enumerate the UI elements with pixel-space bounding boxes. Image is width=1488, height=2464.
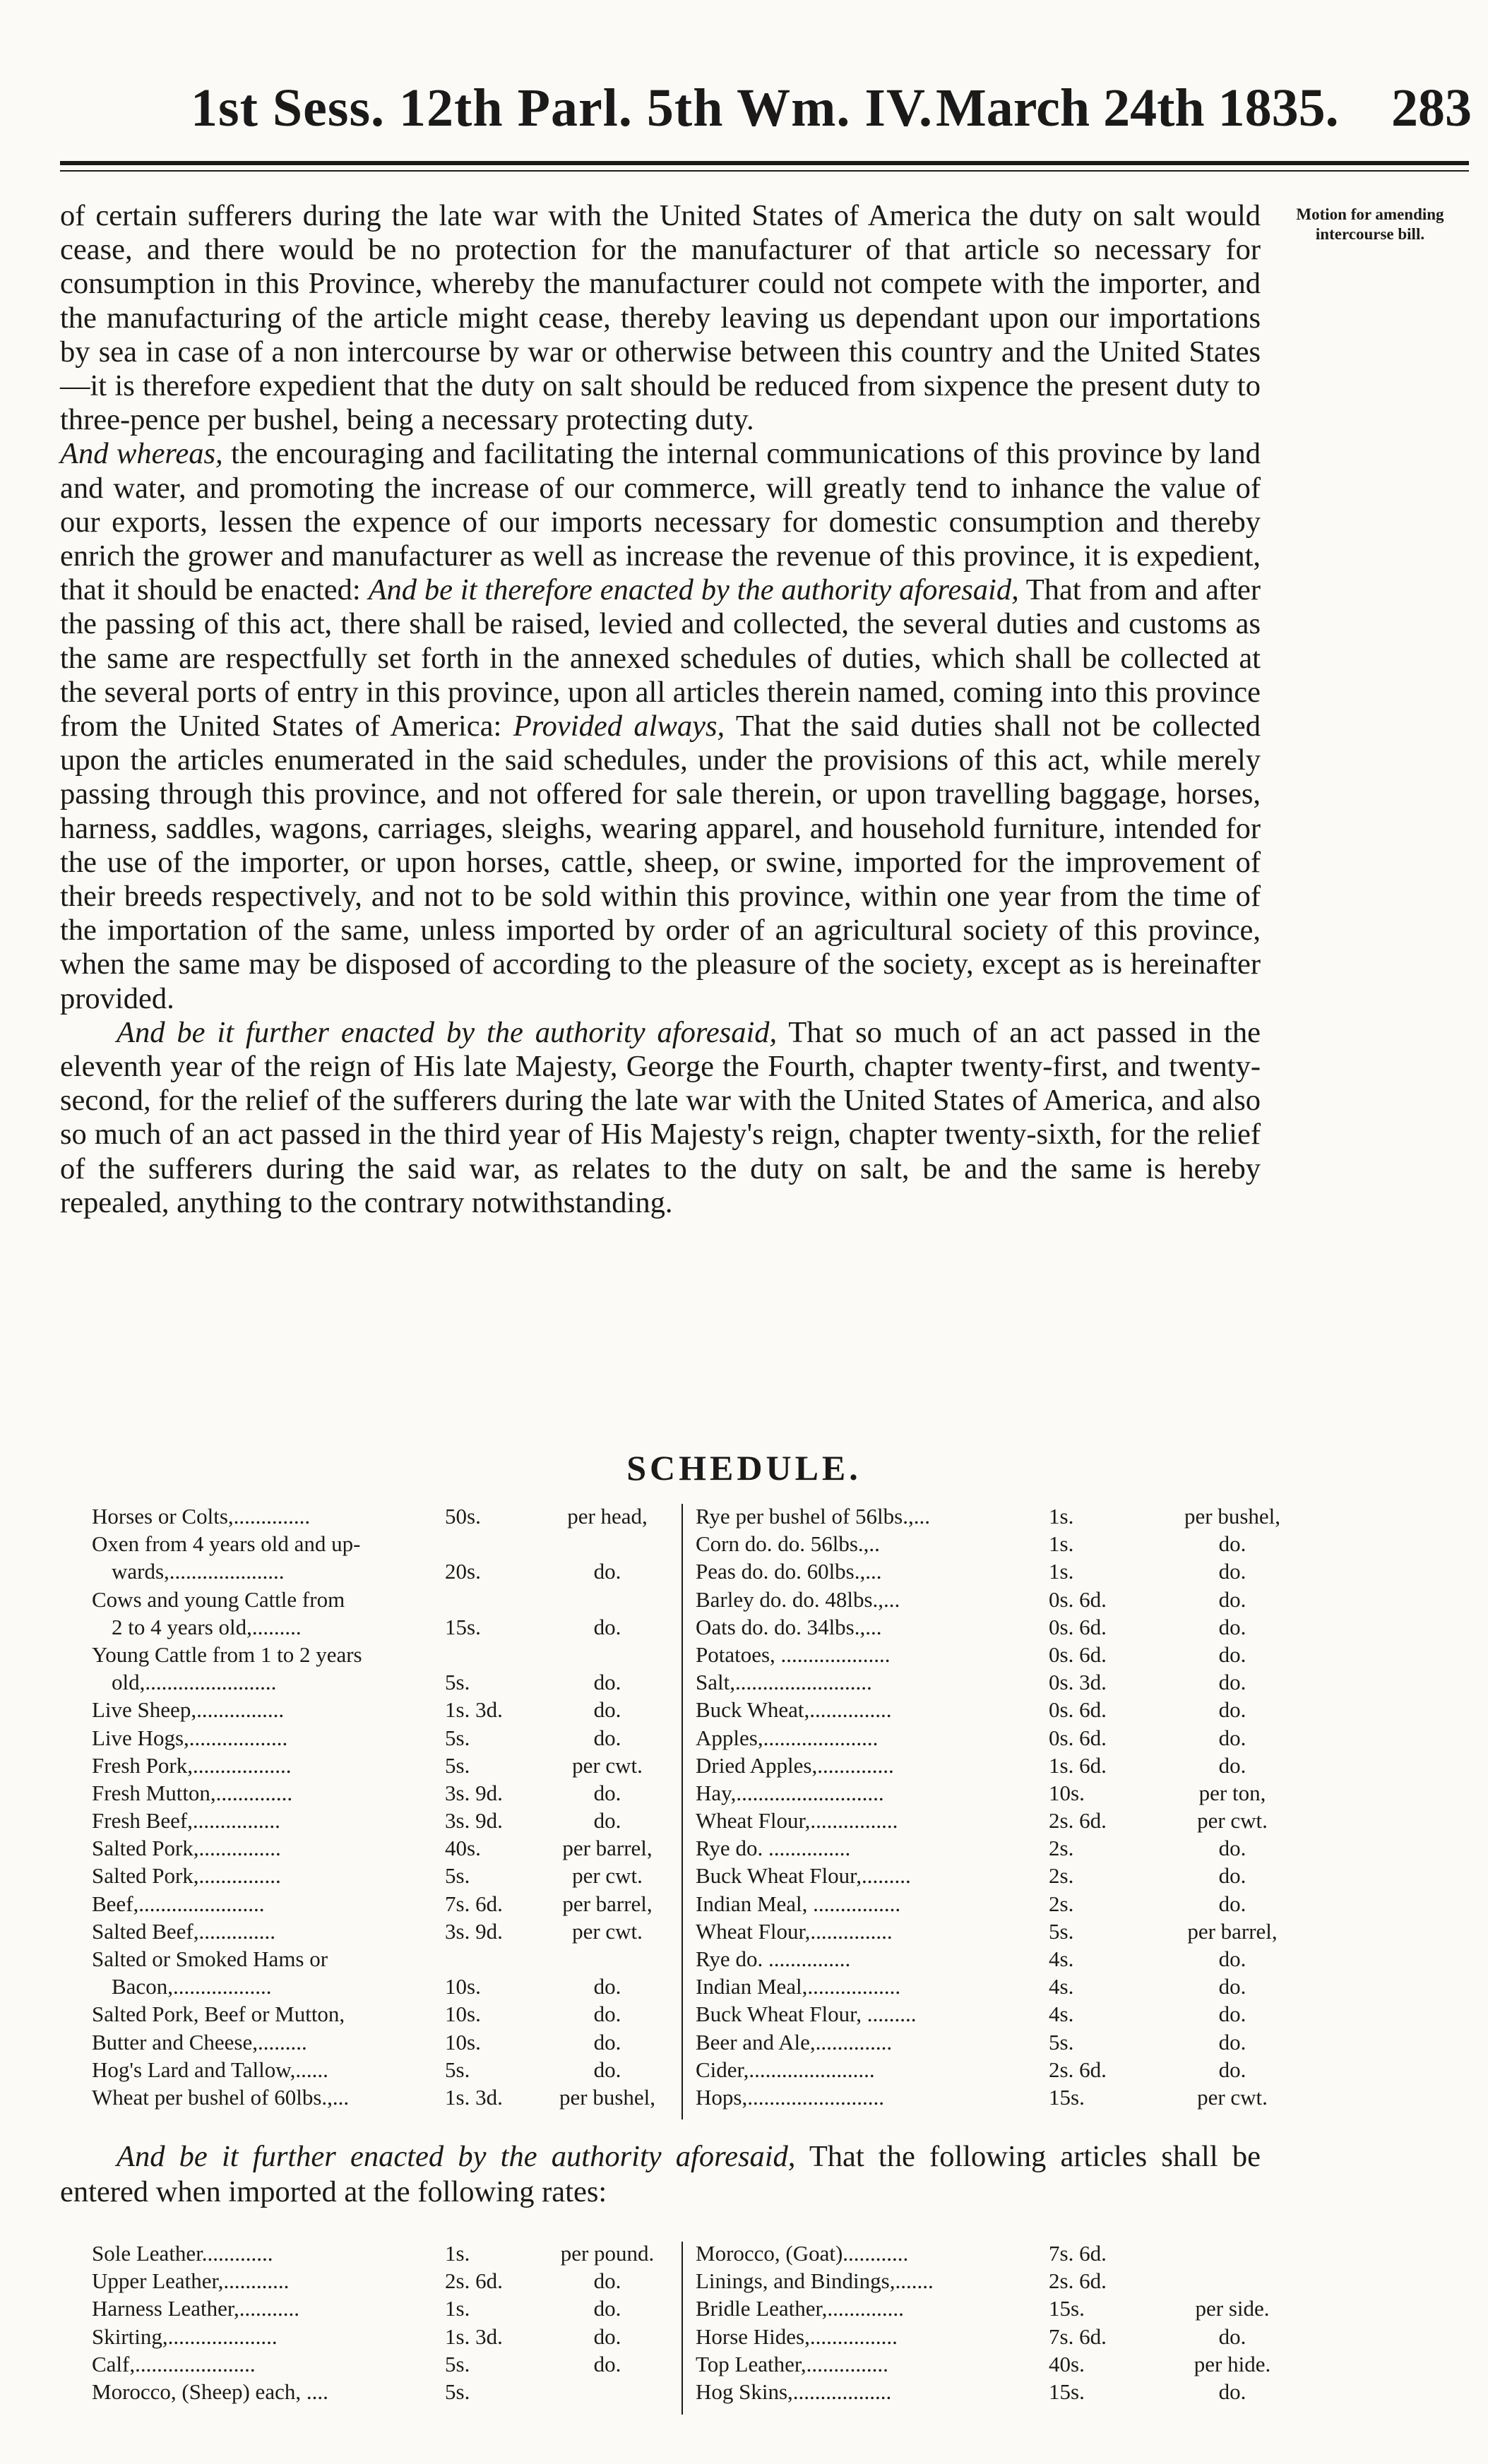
item-name: Buck Wheat Flour,.........	[696, 1863, 911, 1889]
item-unit: do.	[1218, 1559, 1246, 1584]
item-unit: per barrel,	[562, 1836, 653, 1861]
item-rate: 10s.	[445, 1974, 481, 1999]
item-rate: 10s.	[1049, 1780, 1085, 1805]
provided-always: Provided always,	[513, 710, 725, 743]
schedule-row	[92, 2378, 678, 2405]
schedule-row	[92, 1945, 678, 1973]
item-rate: 4s.	[1049, 2002, 1074, 2027]
item-unit: do.	[593, 2351, 621, 2376]
margin-note: Motion for amending intercourse bill.	[1296, 205, 1444, 243]
item-unit: do.	[593, 2002, 621, 2027]
item-name: Corn do. do. 56lbs.,..	[696, 1531, 880, 1557]
enacting-clause: And be it therefore enacted by the authority aforesaid,	[368, 573, 1019, 607]
item-unit: per ton,	[1198, 1780, 1266, 1805]
schedule-row	[92, 1586, 678, 1613]
item-unit: do.	[1218, 1836, 1246, 1861]
item-unit: do.	[1218, 2029, 1246, 2055]
schedule-row	[696, 2056, 1402, 2083]
item-unit: do.	[1218, 2002, 1246, 2027]
item-rate: 2s. 6d.	[1049, 2268, 1107, 2294]
schedule-row	[696, 2295, 1402, 2322]
item-unit: do.	[1218, 2379, 1246, 2404]
item-name: Salted Pork,...............	[92, 1836, 281, 1861]
item-rate: 5s.	[445, 1752, 470, 1778]
item-name: Buck Wheat,...............	[696, 1697, 892, 1723]
schedule-row	[696, 1557, 1402, 1585]
schedule-row	[696, 1807, 1402, 1834]
item-rate: 10s.	[445, 2002, 481, 2027]
paragraph-2	[60, 437, 1261, 1015]
item-rate: 1s.	[445, 2241, 470, 2266]
paragraph-3	[60, 1016, 1261, 1220]
item-rate: 10s.	[445, 2029, 481, 2055]
schedule-row	[92, 1834, 678, 1862]
schedule-row	[92, 1668, 678, 1696]
paragraph-2-text-c: That the said duties shall not be collected upon the articles enumerated in the said schedules, under the provisions of this act, while merely passing through this province, and not offered for sale therein, or upon travelling baggage, horses, harness, saddles, wagons, carriages, sleighs, wearing apparel, and household furniture, intended for the use of the importer, or upon horses, cattle, sheep, or swine, imported for the improvement of their breeds respectively, and not to be sold within this province, within one year from the time of the importation of the same, unless imported by order of an agricultural society of this province, when the same may be disposed of according to the pleasure of the society, except as is hereinafter provided.	[60, 710, 1261, 1015]
item-unit: per cwt.	[572, 1863, 643, 1889]
item-unit: per bushel,	[559, 2084, 656, 2110]
item-name: Indian Meal, ................	[696, 1891, 901, 1916]
item-name: Linings, and Bindings,.......	[696, 2268, 934, 2294]
schedule-row	[92, 1641, 678, 1668]
schedule-row	[92, 2350, 678, 2378]
schedule-row	[696, 1779, 1402, 1807]
item-unit: do.	[593, 2324, 621, 2349]
item-name: Salt,.........................	[696, 1670, 872, 1695]
session-date: March 24th 1835.	[936, 78, 1339, 138]
schedule-row	[92, 2056, 678, 2083]
schedule-row	[696, 1862, 1402, 1889]
schedule-row	[696, 1724, 1402, 1752]
item-unit: per barrel,	[1187, 1918, 1278, 1944]
schedule-row	[696, 1613, 1402, 1641]
item-unit: per cwt.	[1197, 1808, 1268, 1834]
item-unit: do.	[593, 1559, 621, 1584]
schedule-row	[92, 1807, 678, 1834]
schedule-row	[696, 2323, 1402, 2350]
item-name: wards,.....................	[112, 1559, 285, 1584]
item-name: Harness Leather,...........	[92, 2296, 300, 2321]
item-unit: do.	[1218, 1531, 1246, 1557]
item-rate: 1s.	[1049, 1559, 1074, 1584]
item-rate: 15s.	[1049, 2379, 1085, 2404]
item-unit: do.	[593, 1808, 621, 1834]
schedule-row	[696, 1752, 1402, 1779]
schedule-row	[696, 1502, 1402, 1530]
schedule-row	[696, 1834, 1402, 1862]
item-unit: do.	[593, 1974, 621, 1999]
schedule-row	[696, 1530, 1402, 1557]
item-name: Fresh Pork,..................	[92, 1752, 292, 1778]
item-rate: 40s.	[445, 1836, 481, 1861]
item-rate: 15s.	[445, 1614, 481, 1639]
item-unit: per cwt.	[572, 1918, 643, 1944]
item-name: Morocco, (Sheep) each, ....	[92, 2379, 328, 2404]
further-enactment-clause: And be it further enacted by the authority aforesaid,	[117, 2140, 796, 2173]
item-unit: per head,	[567, 1504, 648, 1529]
schedule-row	[696, 2083, 1402, 2111]
item-unit: do.	[1218, 1863, 1246, 1889]
item-name: 2 to 4 years old,.........	[112, 1614, 302, 1639]
item-rate: 5s.	[445, 2351, 470, 2376]
schedule-row	[92, 2028, 678, 2056]
item-name: Rye do. ...............	[696, 1836, 851, 1861]
item-rate: 1s.	[445, 2296, 470, 2321]
item-name: Rye per bushel of 56lbs.,...	[696, 1504, 930, 1529]
schedule-row	[696, 1973, 1402, 2000]
item-rate: 5s.	[445, 1670, 470, 1695]
schedule-row	[92, 1779, 678, 1807]
item-rate: 0s. 6d.	[1049, 1586, 1107, 1612]
item-unit: do.	[1218, 2057, 1246, 2082]
item-rate: 2s. 6d.	[445, 2268, 503, 2294]
item-name: Oxen from 4 years old and up-	[92, 1531, 361, 1557]
further-enacting-clause: And be it further enacted by the authority aforesaid,	[117, 1015, 778, 1049]
item-rate: 2s. 6d.	[1049, 2057, 1107, 2082]
item-rate: 1s.	[1049, 1531, 1074, 1557]
item-unit: do.	[593, 1725, 621, 1750]
item-unit: per barrel,	[562, 1891, 653, 1916]
schedule-row	[92, 2083, 678, 2111]
item-name: Oats do. do. 34lbs.,...	[696, 1614, 882, 1639]
item-rate: 1s. 3d.	[445, 1697, 503, 1723]
page-number: 283	[1391, 78, 1472, 138]
and-whereas: And whereas,	[60, 437, 223, 471]
item-name: Young Cattle from 1 to 2 years	[92, 1641, 362, 1667]
item-name: Beer and Ale,..............	[696, 2029, 893, 2055]
schedule-row	[696, 2239, 1402, 2267]
schedule-right-column	[696, 1502, 1402, 2111]
item-rate: 20s.	[445, 1559, 481, 1584]
item-name: Horses or Colts,..............	[92, 1504, 311, 1529]
item-name: Bridle Leather,..............	[696, 2296, 904, 2321]
body-text	[60, 199, 1261, 1220]
schedule-row	[696, 1641, 1402, 1668]
header-rule-thin	[60, 170, 1469, 172]
schedule-row	[696, 1696, 1402, 1723]
item-rate: 0s. 6d.	[1049, 1641, 1107, 1667]
item-unit: do.	[593, 1697, 621, 1723]
item-unit: do.	[1218, 1641, 1246, 1667]
schedule-row	[92, 1696, 678, 1723]
item-unit: per cwt.	[572, 1752, 643, 1778]
item-name: Salted or Smoked Hams or	[92, 1946, 328, 1971]
schedule-row	[696, 2000, 1402, 2028]
schedule-row	[92, 2000, 678, 2028]
schedule-row	[696, 2350, 1402, 2378]
item-name: Salted Beef,..............	[92, 1918, 276, 1944]
item-name: Sole Leather.............	[92, 2241, 273, 2266]
item-rate: 5s.	[445, 1863, 470, 1889]
item-unit: do.	[1218, 1752, 1246, 1778]
item-unit: do.	[1218, 1891, 1246, 1916]
item-unit: per cwt.	[1197, 2084, 1268, 2110]
schedule-row	[92, 2323, 678, 2350]
schedule-row	[92, 1918, 678, 1945]
item-name: Skirting,....................	[92, 2324, 278, 2349]
item-name: Buck Wheat Flour, .........	[696, 2002, 917, 2027]
item-unit: do.	[1218, 1697, 1246, 1723]
item-unit: do.	[1218, 1725, 1246, 1750]
schedule-row	[92, 2295, 678, 2322]
item-name: Cows and young Cattle from	[92, 1586, 345, 1612]
item-rate: 5s.	[1049, 2029, 1074, 2055]
running-header	[191, 78, 1483, 141]
item-name: Indian Meal,.................	[696, 1974, 901, 1999]
schedule-row	[92, 1890, 678, 1918]
item-unit: do.	[1218, 1946, 1246, 1971]
item-unit: do.	[1218, 2324, 1246, 2349]
schedule-row	[92, 1530, 678, 1557]
item-rate: 7s. 6d.	[445, 1891, 503, 1916]
schedule-title: SCHEDULE.	[626, 1448, 862, 1488]
item-name: Live Sheep,................	[92, 1697, 285, 1723]
schedule-row	[696, 1945, 1402, 1973]
item-rate: 2s. 6d.	[1049, 1808, 1107, 1834]
item-name: Horse Hides,................	[696, 2324, 898, 2349]
item-name: Hog's Lard and Tallow,......	[92, 2057, 328, 2082]
paragraph-3-text: That so much of an act passed in the eleventh year of the reign of His late Majesty, George the Fourth, chapter twenty-first, and twenty-second, for the relief of the sufferers during the late war with the United States of America, and also so much of an act passed in the third year of His Majesty's reign, chapter twenty-sixth, for the relief of the sufferers during the said war, as relates to the duty on salt, be and the same is hereby repealed, anything to the contrary notwithstanding.	[60, 1015, 1261, 1219]
item-unit: per hide.	[1194, 2351, 1271, 2376]
paragraph-2-text-a: the encouraging and facilitating the internal communications of this province by land and water, and promoting the increase of our commerce, will greatly tend to inhance the value of our exports, lessen the expence of our imports necessary for domestic consumption and thereby enrich the grower and manufacturer as well as increase the revenue of this province, it is expedient, that it should be enacted:	[60, 437, 1261, 607]
item-rate: 1s. 6d.	[1049, 1752, 1107, 1778]
item-rate: 0s. 6d.	[1049, 1725, 1107, 1750]
item-unit: do.	[593, 2268, 621, 2294]
item-name: Apples,.....................	[696, 1725, 879, 1750]
item-name: Wheat Flour,...............	[696, 1918, 893, 1944]
item-unit: do.	[1218, 1670, 1246, 1695]
schedule-row	[92, 2267, 678, 2295]
item-name: Dried Apples,..............	[696, 1752, 894, 1778]
schedule-row	[92, 1724, 678, 1752]
item-rate: 0s. 6d.	[1049, 1614, 1107, 1639]
further-enactment	[60, 2139, 1261, 2210]
item-unit: do.	[1218, 1614, 1246, 1639]
schedule-row	[696, 1586, 1402, 1613]
schedule-row	[696, 1918, 1402, 1945]
item-rate: 5s.	[445, 2057, 470, 2082]
item-rate: 1s. 3d.	[445, 2084, 503, 2110]
item-name: Bacon,..................	[112, 1974, 272, 1999]
item-rate: 2s.	[1049, 1836, 1074, 1861]
schedule-row	[696, 2028, 1402, 2056]
item-rate: 0s. 6d.	[1049, 1697, 1107, 1723]
item-name: Fresh Beef,................	[92, 1808, 280, 1834]
paragraph-2-text-b: That from and after the passing of this act, there shall be raised, levied and collected, the several duties and customs as the same are respectfully set forth in the annexed schedules of duties, which shall be collected at the several ports of entry in this province, upon all articles therein named, coming into this province from the United States of America:	[60, 573, 1261, 743]
item-unit: do.	[593, 1670, 621, 1695]
item-name: old,........................	[112, 1670, 277, 1695]
item-rate: 5s.	[445, 2379, 470, 2404]
item-name: Salted Pork,...............	[92, 1863, 281, 1889]
schedule-left-column	[92, 1502, 678, 2111]
item-name: Potatoes, ....................	[696, 1641, 891, 1667]
item-unit: do.	[593, 2029, 621, 2055]
schedule-row	[92, 1502, 678, 1530]
rates-left-column	[92, 2239, 678, 2405]
item-name: Top Leather,...............	[696, 2351, 888, 2376]
session-title: 1st Sess. 12th Parl. 5th Wm. IV.	[191, 78, 934, 138]
item-unit: do.	[1218, 1974, 1246, 1999]
item-rate: 3s. 9d.	[445, 1918, 503, 1944]
further-enactment-paragraph	[60, 2139, 1261, 2210]
item-rate: 3s. 9d.	[445, 1808, 503, 1834]
item-unit: per side.	[1195, 2296, 1270, 2321]
item-unit: do.	[593, 2057, 621, 2082]
item-name: Morocco, (Goat)............	[696, 2241, 909, 2266]
item-rate: 4s.	[1049, 1946, 1074, 1971]
item-rate: 40s.	[1049, 2351, 1085, 2376]
schedule-row	[92, 1752, 678, 1779]
item-name: Wheat per bushel of 60lbs.,...	[92, 2084, 350, 2110]
item-rate: 3s. 9d.	[445, 1780, 503, 1805]
rates-right-column	[696, 2239, 1402, 2405]
schedule-row	[92, 1973, 678, 2000]
schedule-row	[92, 1862, 678, 1889]
schedule-row	[92, 2239, 678, 2267]
item-name: Upper Leather,............	[92, 2268, 290, 2294]
item-name: Peas do. do. 60lbs.,...	[696, 1559, 882, 1584]
item-name: Salted Pork, Beef or Mutton,	[92, 2002, 345, 2027]
item-unit: per bushel,	[1184, 1504, 1281, 1529]
schedule-row	[696, 1668, 1402, 1696]
item-name: Cider,.......................	[696, 2057, 875, 2082]
item-rate: 7s. 6d.	[1049, 2241, 1107, 2266]
item-rate: 7s. 6d.	[1049, 2324, 1107, 2349]
item-name: Hops,.........................	[696, 2084, 884, 2110]
item-rate: 2s.	[1049, 1891, 1074, 1916]
schedule-row	[696, 1890, 1402, 1918]
item-name: Barley do. do. 48lbs.,...	[696, 1586, 900, 1612]
item-name: Calf,......................	[92, 2351, 256, 2376]
item-rate: 5s.	[445, 1725, 470, 1750]
schedule-divider	[681, 1504, 683, 2119]
item-rate: 15s.	[1049, 2296, 1085, 2321]
header-rule-thick	[60, 161, 1469, 165]
item-name: Wheat Flour,................	[696, 1808, 898, 1834]
item-name: Hog Skins,..................	[696, 2379, 892, 2404]
item-name: Butter and Cheese,.........	[92, 2029, 307, 2055]
item-unit: do.	[593, 1614, 621, 1639]
schedule-row	[696, 2267, 1402, 2295]
item-name: Rye do. ...............	[696, 1946, 851, 1971]
rates-divider	[681, 2242, 683, 2415]
item-rate: 50s.	[445, 1504, 481, 1529]
item-unit: do.	[1218, 1586, 1246, 1612]
further-enactment-text: That the following articles shall be entered when imported at the following rates:	[60, 2140, 1261, 2208]
item-rate: 1s.	[1049, 1504, 1074, 1529]
schedule-row	[92, 1613, 678, 1641]
item-rate: 15s.	[1049, 2084, 1085, 2110]
paragraph-1: of certain sufferers during the late war with the United States of America the duty on salt would cease, and there would be no protection for the manufacturer of that article so necessary for consumption in this Province, whereby the manufacturer could not compete with the importer, and the manufacturing of the article might cease, thereby leaving us dependant upon our importations by sea in case of a non intercourse by war or otherwise between this country and the United States—it is therefore expedient that the duty on salt should be reduced from sixpence the present duty to three-pence per bushel, being a necessary protecting duty.	[60, 199, 1261, 437]
item-unit: do.	[593, 1780, 621, 1805]
item-rate: 4s.	[1049, 1974, 1074, 1999]
item-rate: 1s. 3d.	[445, 2324, 503, 2349]
item-name: Live Hogs,..................	[92, 1725, 288, 1750]
item-unit: per pound.	[560, 2241, 655, 2266]
item-name: Beef,.......................	[92, 1891, 265, 1916]
item-name: Hay,...........................	[696, 1780, 884, 1805]
item-rate: 2s.	[1049, 1863, 1074, 1889]
schedule-row	[92, 1557, 678, 1585]
item-name: Fresh Mutton,..............	[92, 1780, 293, 1805]
schedule-row	[696, 2378, 1402, 2405]
item-rate: 0s. 3d.	[1049, 1670, 1107, 1695]
item-rate: 5s.	[1049, 1918, 1074, 1944]
item-unit: do.	[593, 2296, 621, 2321]
